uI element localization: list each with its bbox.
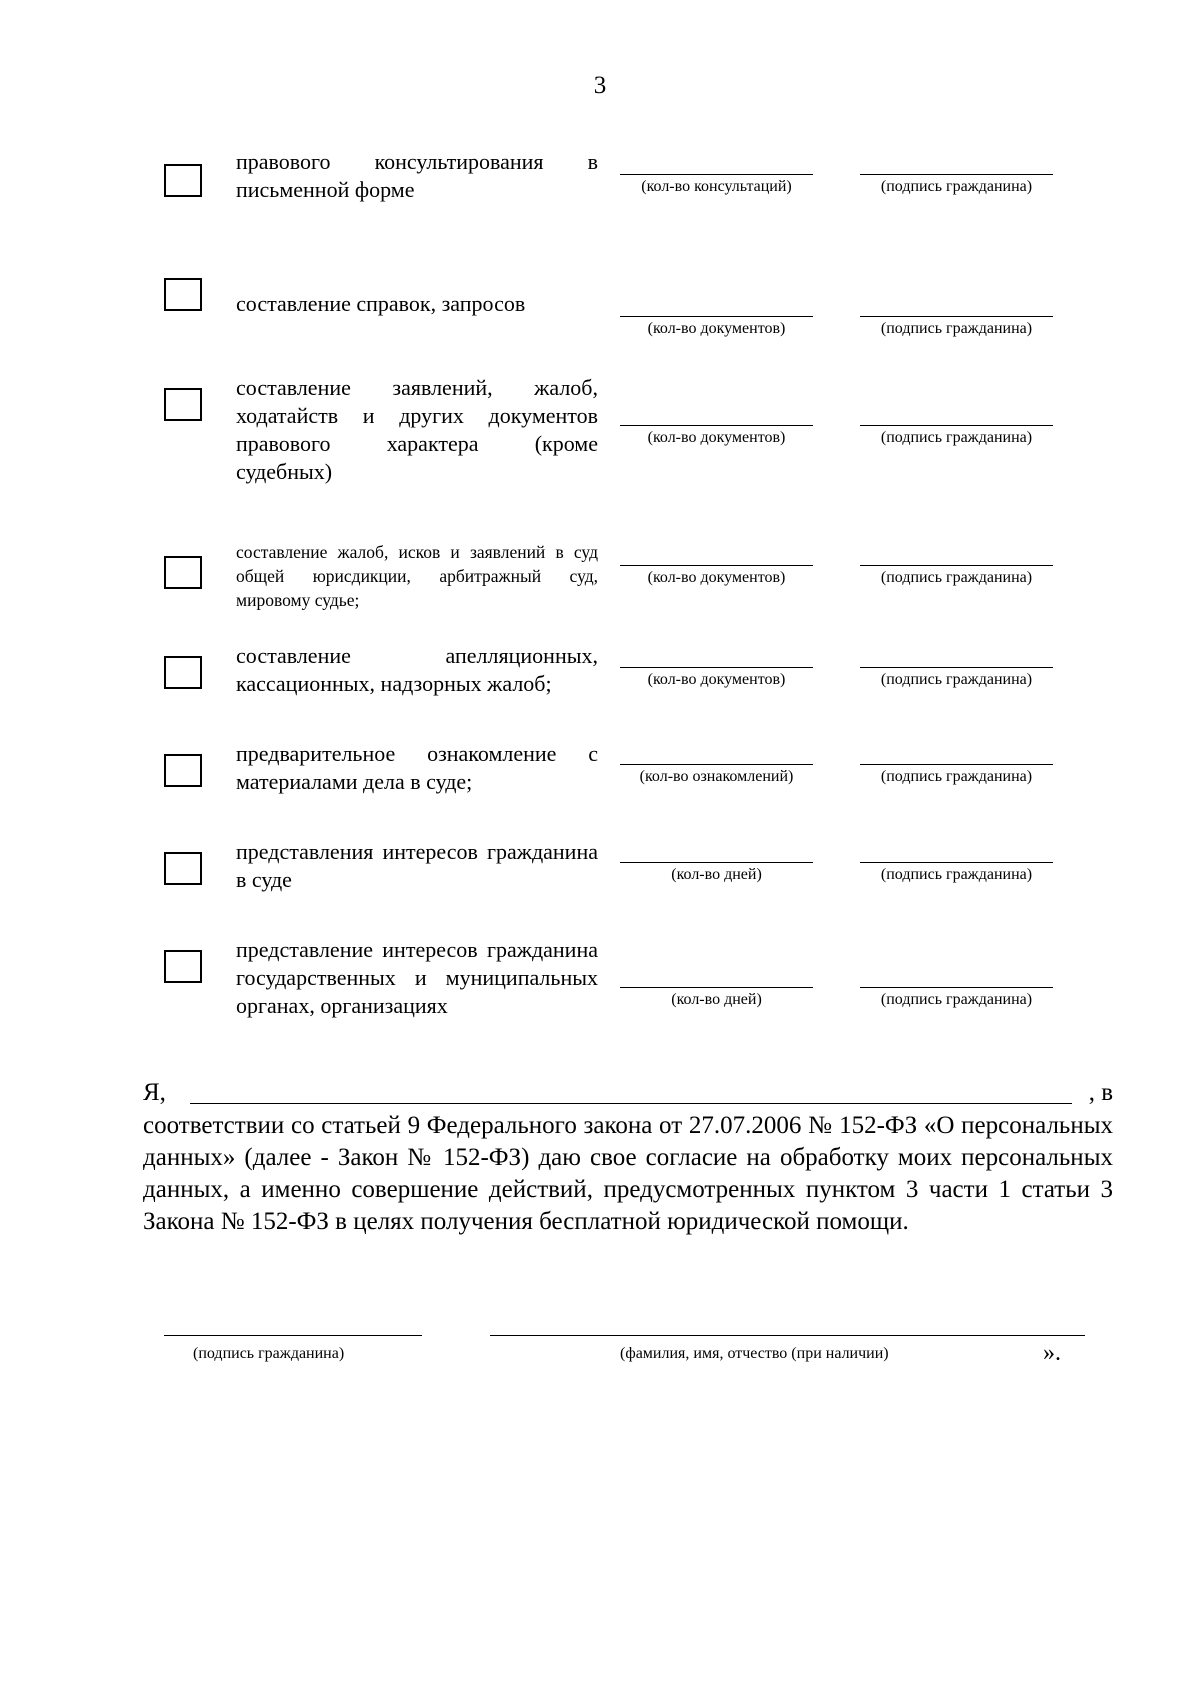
consent-text: соответствии со статьей 9 Федерального закона от 27.07.2006 № 152-ФЗ «О персональных данных» (далее - Закон № 152-ФЗ) даю свое согласие на обработку моих персональных данных, а именно совершение действий, предусмотренных пунктом 3 части 1 статьи 3 Закона № 152-ФЗ в целях получения бесплатной юридической помощи. (143, 1112, 1113, 1235)
bottom-signature-line[interactable] (164, 1335, 422, 1336)
service-label: представление интересов гражданина государственных и муниципальных органах, организациях (236, 937, 598, 1018)
signature-caption: (подпись гражданина) (880, 320, 1033, 337)
signature-caption: (подпись гражданина) (880, 991, 1033, 1008)
count-line[interactable] (620, 667, 813, 668)
signature-caption: (подпись гражданина) (880, 178, 1033, 195)
service-checkbox[interactable] (164, 950, 202, 983)
signature-line[interactable] (860, 425, 1053, 426)
count-caption: (кол-во документов) (647, 320, 786, 337)
count-caption: (кол-во консультаций) (641, 178, 792, 195)
signature-caption: (подпись гражданина) (880, 429, 1033, 446)
count-caption: (кол-во дней) (671, 866, 762, 883)
service-checkbox[interactable] (164, 754, 202, 787)
bottom-fio-line[interactable] (490, 1335, 1085, 1336)
page-number: 3 (593, 72, 607, 99)
bottom-signature-caption: (подпись гражданина) (193, 1345, 345, 1362)
count-caption: (кол-во документов) (647, 569, 786, 586)
signature-line[interactable] (860, 565, 1053, 566)
closing-quote: ». (1043, 1340, 1061, 1366)
service-checkbox[interactable] (164, 656, 202, 689)
consent-prefix: Я, (143, 1079, 166, 1106)
full-name-field[interactable] (190, 1103, 1072, 1104)
count-line[interactable] (620, 565, 813, 566)
signature-line[interactable] (860, 667, 1053, 668)
service-checkbox[interactable] (164, 388, 202, 421)
service-checkbox[interactable] (164, 278, 202, 311)
service-label: составление заявлений, жалоб, ходатайств и других документов правового характера (кроме судебных) (236, 375, 598, 484)
consent-suffix: , в (1088, 1079, 1113, 1106)
count-line[interactable] (620, 987, 813, 988)
service-label: составление апелляционных, кассационных, надзорных жалоб; (236, 643, 598, 696)
count-line[interactable] (620, 764, 813, 765)
count-caption: (кол-во документов) (647, 429, 786, 446)
count-caption: (кол-во документов) (647, 671, 786, 688)
service-label: правового консультирования в письменной форме (236, 149, 598, 202)
bottom-fio-caption: (фамилия, имя, отчество (при наличии) (620, 1345, 889, 1362)
service-label: представления интересов гражданина в суде (236, 839, 598, 892)
count-line[interactable] (620, 316, 813, 317)
signature-caption: (подпись гражданина) (880, 671, 1033, 688)
count-line[interactable] (620, 174, 813, 175)
signature-line[interactable] (860, 764, 1053, 765)
signature-caption: (подпись гражданина) (880, 768, 1033, 785)
service-label: составление справок, запросов (236, 291, 526, 316)
service-checkbox[interactable] (164, 164, 202, 197)
service-label: предварительное ознакомление с материалами дела в суде; (236, 741, 598, 794)
service-checkbox[interactable] (164, 556, 202, 589)
service-label: составление жалоб, исков и заявлений в суд общей юрисдикции, арбитражный суд, мировому судье; (236, 542, 598, 610)
count-caption: (кол-во дней) (671, 991, 762, 1008)
count-caption: (кол-во ознакомлений) (639, 768, 794, 785)
service-checkbox[interactable] (164, 852, 202, 885)
count-line[interactable] (620, 425, 813, 426)
signature-line[interactable] (860, 987, 1053, 988)
signature-line[interactable] (860, 862, 1053, 863)
signature-line[interactable] (860, 174, 1053, 175)
signature-caption: (подпись гражданина) (880, 569, 1033, 586)
signature-line[interactable] (860, 316, 1053, 317)
signature-caption: (подпись гражданина) (880, 866, 1033, 883)
count-line[interactable] (620, 862, 813, 863)
